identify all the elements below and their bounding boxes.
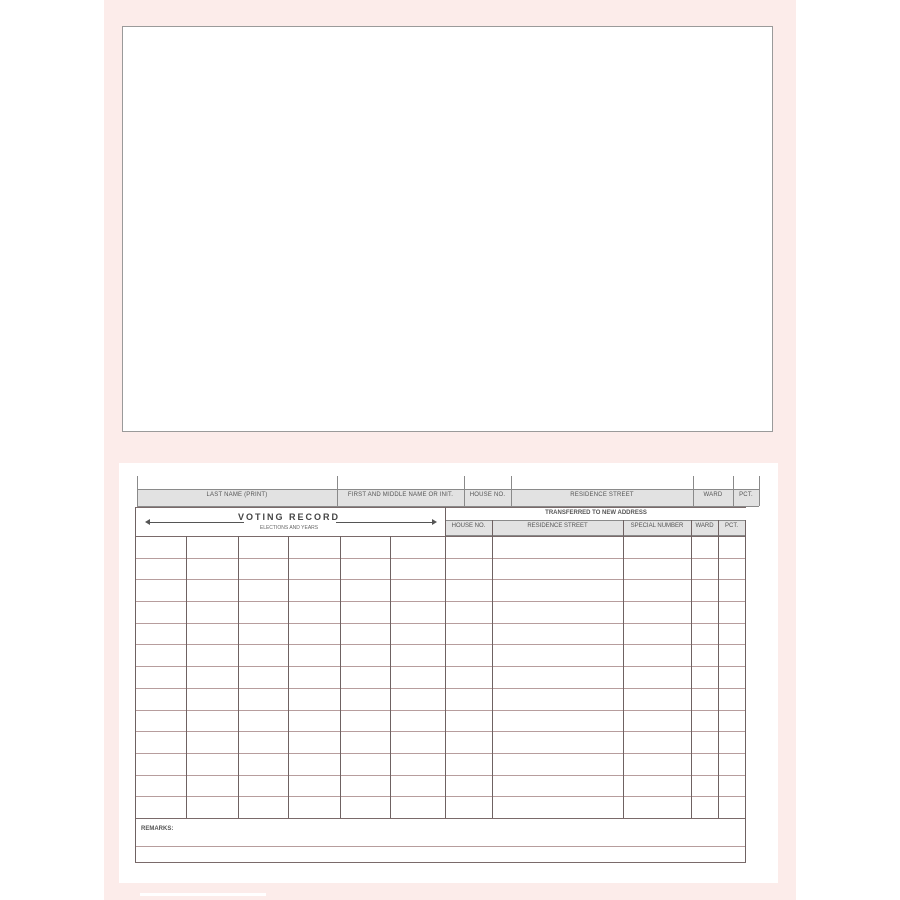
- grid-row-line: [135, 731, 746, 732]
- remarks-label: REMARKS:: [141, 826, 174, 832]
- grid-column-line: [745, 520, 746, 818]
- transfer-street-label: RESIDENCE STREET: [527, 523, 588, 529]
- pct-label: PCT.: [739, 492, 753, 498]
- grid-top-rule: [135, 507, 445, 508]
- voting-record-subtitle: ELECTIONS AND YEARS: [259, 525, 319, 531]
- grid-column-line: [135, 507, 136, 818]
- arrow-line: [336, 522, 434, 523]
- header-divider: [511, 476, 512, 506]
- transfer-house-no-label: HOUSE NO.: [451, 523, 486, 529]
- voter-card-front-panel: [122, 26, 773, 432]
- grid-row-line: [135, 666, 746, 667]
- grid-column-line: [718, 520, 719, 818]
- header-divider: [733, 476, 734, 506]
- grid-row-line: [135, 688, 746, 689]
- grid-row-line: [135, 579, 746, 580]
- footer-rule: [140, 893, 266, 896]
- remarks-line: [135, 846, 746, 847]
- arrow-line: [148, 522, 244, 523]
- residence-street-label: RESIDENCE STREET: [570, 492, 634, 498]
- ward-label: WARD: [703, 492, 723, 498]
- grid-row-line: [135, 753, 746, 754]
- remarks-bottom-rule: [135, 862, 746, 863]
- transfer-pct-label: PCT.: [724, 523, 738, 529]
- grid-column-line: [186, 536, 187, 818]
- grid-column-line: [623, 520, 624, 818]
- arrow-right-icon: [432, 519, 437, 525]
- header-divider: [137, 476, 138, 506]
- grid-row-line: [135, 818, 746, 819]
- grid-column-line: [390, 536, 391, 818]
- grid-column-line: [340, 536, 341, 818]
- grid-top-rule: [445, 507, 746, 508]
- grid-column-line: [492, 520, 493, 818]
- grid-column-line: [288, 536, 289, 818]
- header-divider: [464, 476, 465, 506]
- remarks-side-line: [135, 818, 136, 862]
- transfer-ward-label: WARD: [695, 523, 714, 529]
- grid-column-line: [445, 507, 446, 818]
- header-divider: [337, 476, 338, 506]
- grid-row-line: [135, 644, 746, 645]
- grid-row-line: [135, 796, 746, 797]
- header-divider: [759, 476, 760, 506]
- grid-row-line: [135, 601, 746, 602]
- transfer-special-number-label: SPECIAL NUMBER: [630, 523, 684, 529]
- grid-row-line: [135, 775, 746, 776]
- grid-header-rule: [135, 536, 746, 537]
- header-divider: [693, 476, 694, 506]
- house-no-label: HOUSE NO.: [469, 492, 506, 498]
- grid-row-line: [135, 558, 746, 559]
- last-name-label: LAST NAME (PRINT): [206, 492, 268, 498]
- remarks-side-line: [745, 818, 746, 862]
- grid-row-line: [135, 623, 746, 624]
- transfer-title: TRANSFERRED TO NEW ADDRESS: [545, 510, 647, 516]
- grid-column-line: [238, 536, 239, 818]
- grid-column-line: [691, 520, 692, 818]
- grid-row-line: [135, 710, 746, 711]
- first-middle-label: FIRST AND MIDDLE NAME OR INIT.: [347, 492, 454, 498]
- voting-record-title: VOTING RECORD: [237, 512, 340, 522]
